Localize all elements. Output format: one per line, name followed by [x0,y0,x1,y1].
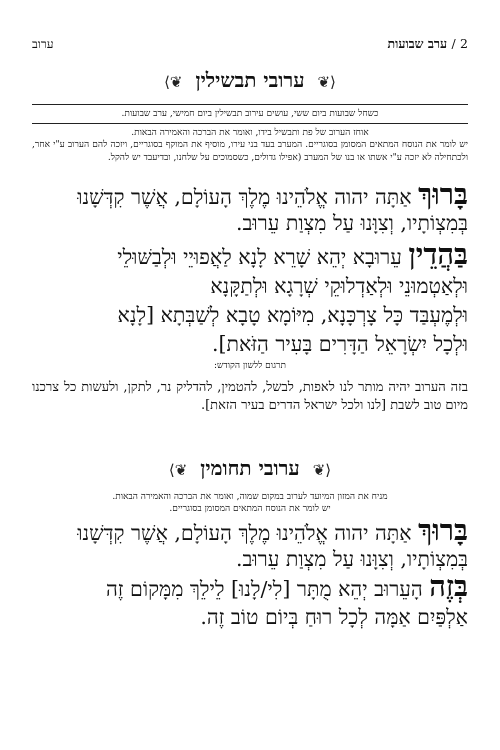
aramaic-line-4 [32,330,468,359]
ornament-icon: ❦⟩ [168,461,188,479]
declaration-text: הָעֵרוּב יְהֵא מֻתָּר [לִי/לָנוּ] לֵילֵךְ מִמָּקוֹם זֶה [106,577,423,601]
first-word: בָּרוּךְ [418,513,468,547]
eruv-tavshilin-title [0,68,500,93]
page-number: 2 [460,36,468,51]
aramaic-text: עֵרוּבָא יְהֵא שָׁרֵא לָנָא לַאֲפוּיֵי וּלְבַשּׁוּלֵי [117,245,402,269]
instructions-techumin-2: יש לומר את הנוסח המתאים המסומן בסוגריים. [169,504,331,514]
ornament-icon: ⟨❦ [312,461,332,479]
page-header [32,36,468,56]
blessing-line-2 [32,546,468,572]
blessing-techumin [32,513,468,572]
blessing-text: אַתָּה יהוה אֱלֹהֵינוּ מֶלֶךְ הָעוֹלָם, אֲשֶׁר קִדְּשָׁנוּ [77,521,412,545]
ornament-icon: ❦⟩ [164,73,183,91]
hebrew-translation: בזה הערוב יהיה מותר לנו לאפות, לבשל, להטמין, להדליק נר, לתקן, ולעשות כל צרכנו מיום טוב לשבת [לנו ולכל ישראל הדרים בעיר הזאת]. [32,380,468,413]
aramaic-text: וּלְכָל יִשְׂרָאֵל הַדָּרִים בָּעִיר הַזֹּאת]. [212,332,468,356]
declaration-line-2 [32,603,468,631]
instructions-tavshilin-1: אוחז הערוב של פת ותבשיל בידו, ואומר את הברכה והאמירה הבאות. [131,128,369,138]
declaration-text: אַלְפַּיִם אַמָּה לְכָל רוּחַ בְּיוֹם טוֹב זֶה. [200,605,468,629]
blessing-line-1 [32,513,468,547]
instructions-techumin-1: מניח את המזון המיועד לערוב במקום שמוה, ואומר את הברכה והאמירה הבאות. [112,492,388,502]
aramaic-text: וּלְמֶעְבַּד כָּל צָרְכָּנָא, מִיּוֹמָא טָבָא לְשַׁבְּתָא [לָנָא [117,303,468,327]
running-head [388,36,468,52]
first-word: בָּרוּךְ [418,177,468,211]
aramaic-declaration [32,237,468,359]
blessing-line-1 [32,177,468,211]
ornament-icon: ⟨❦ [317,73,336,91]
header-title: ערב שבועות [387,36,448,51]
aramaic-line-2 [32,272,468,301]
techumin-declaration [32,569,468,631]
blessing-text: בְּמִצְוֹתָיו, וְצִוָּנוּ עַל מִצְוַת עֵרוּב. [235,211,468,235]
blessing-text: בְּמִצְוֹתָיו, וְצִוָּנוּ עַל מִצְוַת עֵרוּב. [235,547,468,571]
declaration-line-1 [32,569,468,603]
blessing-line-2 [32,210,468,236]
first-word: בְּזֶה [429,569,468,603]
aramaic-line-3 [32,301,468,330]
aramaic-text: וּלְאַטְמוּנֵי וּלְאַדְלוּקֵי שְׁרָגָא וּלְתַקָּנָא [210,274,468,298]
boxed-note: כשחל שבועות ביום ששי, עושים עירוב תבשילין ביום חמישי, ערב שבועות. [32,104,468,124]
blessing-tavshilin [32,177,468,236]
instructions-tavshilin-2: יש לומר את הנוסח המתאים המסומן בסוגריים. המערב בעד בני עירו, מוסיף את המוקף בסוגריים, ויזכה להם הערוב ע"י אחר, ולכתחילה לא יזכה ע"י אשתו או בנו של המערב (אפילו גדולים, כשסמוכים על שלחנו, ובדיעבד יש להקל. [32,140,468,163]
eruv-techumin-title [0,456,500,481]
eruv-techumin-heading: ערובי תחומין [200,456,300,480]
first-word: בַּהֲדֵין [408,237,468,271]
eruv-tavshilin-heading: ערובי תבשילין [195,68,305,92]
header-side-label: ערוב [32,37,54,51]
blessing-text: אַתָּה יהוה אֱלֹהֵינוּ מֶלֶךְ הָעוֹלָם, אֲשֶׁר קִדְּשָׁנוּ [77,185,412,209]
targum-label: תרגום ללשון הקודש: [214,361,286,371]
aramaic-line-1 [32,237,468,272]
header-separator: / [451,36,456,51]
